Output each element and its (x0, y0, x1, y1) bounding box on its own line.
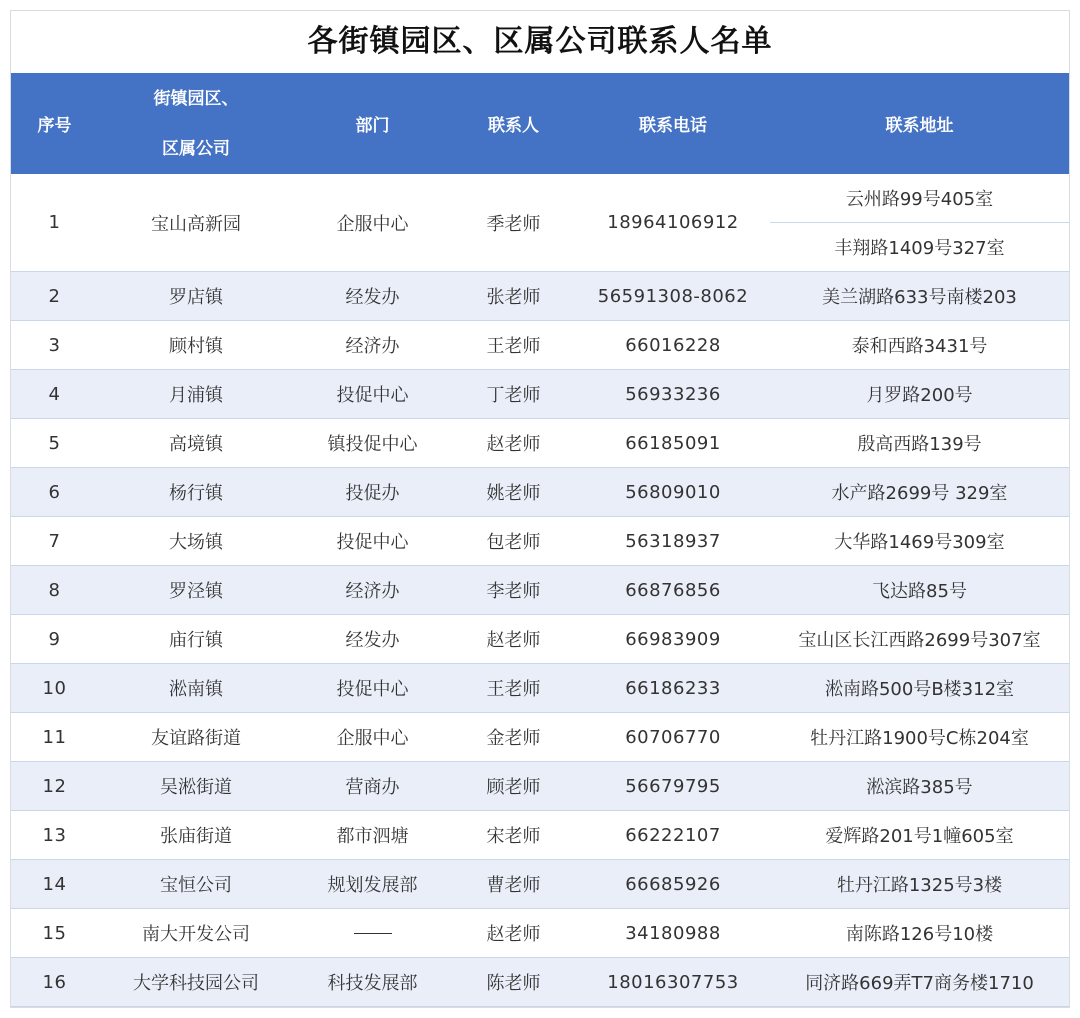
table-row (11, 713, 1069, 762)
cell-district: 大学科技园公司 (98, 958, 294, 1007)
cell-department: 经济办 (294, 321, 451, 370)
cell-index: 13 (11, 811, 98, 860)
empty-dash (354, 933, 392, 934)
table-row (11, 517, 1069, 566)
cell-phone: 18016307753 (576, 958, 770, 1007)
cell-phone: 66222107 (576, 811, 770, 860)
cell-address: 牡丹江路1900号C栋204室 (770, 713, 1069, 762)
cell-contact: 金老师 (451, 713, 576, 762)
cell-phone: 56933236 (576, 370, 770, 419)
cell-department: 经发办 (294, 615, 451, 664)
cell-address: 殷高西路139号 (770, 419, 1069, 468)
cell-contact: 张老师 (451, 272, 576, 321)
table-row (11, 370, 1069, 419)
cell-contact: 季老师 (451, 174, 576, 272)
cell-address: 同济路669弄T7商务楼1710 (770, 958, 1069, 1007)
header-district-line1: 街镇园区、 (153, 88, 239, 109)
cell-index: 2 (11, 272, 98, 321)
cell-address: 水产路2699号 329室 (770, 468, 1069, 517)
cell-index: 14 (11, 860, 98, 909)
cell-department (294, 909, 451, 958)
cell-phone: 56591308-8062 (576, 272, 770, 321)
cell-district: 张庙街道 (98, 811, 294, 860)
cell-phone: 34180988 (576, 909, 770, 958)
document-title: 各街镇园区、区属公司联系人名单 (307, 24, 773, 59)
cell-department: 企服中心 (294, 174, 451, 272)
cell-contact: 曹老师 (451, 860, 576, 909)
cell-district: 罗泾镇 (98, 566, 294, 615)
header-row (11, 73, 1069, 174)
cell-phone: 56318937 (576, 517, 770, 566)
cell-phone: 66876856 (576, 566, 770, 615)
cell-district: 宝恒公司 (98, 860, 294, 909)
header-index: 序号 (11, 73, 98, 174)
cell-contact: 李老师 (451, 566, 576, 615)
cell-address: 大华路1469号309室 (770, 517, 1069, 566)
table-row (11, 958, 1069, 1007)
cell-contact: 丁老师 (451, 370, 576, 419)
table-row (11, 321, 1069, 370)
header-contact: 联系人 (451, 73, 576, 174)
cell-phone: 66983909 (576, 615, 770, 664)
cell-contact: 姚老师 (451, 468, 576, 517)
header-district (98, 73, 294, 174)
cell-address: 丰翔路1409号327室 (770, 223, 1069, 272)
cell-department: 投促中心 (294, 664, 451, 713)
cell-index: 3 (11, 321, 98, 370)
table-row (11, 860, 1069, 909)
cell-department: 投促办 (294, 468, 451, 517)
table-row (11, 811, 1069, 860)
cell-index: 16 (11, 958, 98, 1007)
cell-district: 庙行镇 (98, 615, 294, 664)
cell-district: 南大开发公司 (98, 909, 294, 958)
cell-district: 大场镇 (98, 517, 294, 566)
cell-index: 1 (11, 174, 98, 272)
cell-index: 12 (11, 762, 98, 811)
header-district-line2: 区属公司 (162, 138, 230, 159)
table-row (11, 909, 1069, 958)
cell-address: 云州路99号405室 (770, 174, 1069, 223)
table-row (11, 272, 1069, 321)
cell-department: 企服中心 (294, 713, 451, 762)
cell-address: 牡丹江路1325号3楼 (770, 860, 1069, 909)
cell-contact: 赵老师 (451, 615, 576, 664)
cell-index: 6 (11, 468, 98, 517)
cell-index: 15 (11, 909, 98, 958)
cell-phone: 66016228 (576, 321, 770, 370)
cell-phone: 18964106912 (576, 174, 770, 272)
header-department: 部门 (294, 73, 451, 174)
cell-department: 经济办 (294, 566, 451, 615)
contact-list-sheet (10, 10, 1070, 1008)
cell-district: 高境镇 (98, 419, 294, 468)
table-body (11, 174, 1069, 1007)
cell-index: 4 (11, 370, 98, 419)
cell-contact: 赵老师 (451, 419, 576, 468)
cell-contact: 王老师 (451, 321, 576, 370)
cell-contact: 顾老师 (451, 762, 576, 811)
cell-district: 淞南镇 (98, 664, 294, 713)
table-row (11, 468, 1069, 517)
cell-department: 投促中心 (294, 370, 451, 419)
cell-contact: 陈老师 (451, 958, 576, 1007)
cell-department: 科技发展部 (294, 958, 451, 1007)
table-row (11, 762, 1069, 811)
cell-address: 宝山区长江西路2699号307室 (770, 615, 1069, 664)
cell-department: 经发办 (294, 272, 451, 321)
cell-index: 5 (11, 419, 98, 468)
cell-department: 都市泗塘 (294, 811, 451, 860)
cell-contact: 包老师 (451, 517, 576, 566)
contact-table (11, 73, 1069, 1007)
cell-address: 淞滨路385号 (770, 762, 1069, 811)
table-row (11, 664, 1069, 713)
cell-phone: 66186233 (576, 664, 770, 713)
cell-index: 7 (11, 517, 98, 566)
cell-index: 9 (11, 615, 98, 664)
cell-district: 罗店镇 (98, 272, 294, 321)
cell-address: 爱辉路201号1幢605室 (770, 811, 1069, 860)
cell-district: 友谊路街道 (98, 713, 294, 762)
cell-district: 杨行镇 (98, 468, 294, 517)
cell-district: 顾村镇 (98, 321, 294, 370)
cell-phone: 56809010 (576, 468, 770, 517)
cell-contact: 赵老师 (451, 909, 576, 958)
cell-address: 淞南路500号B楼312室 (770, 664, 1069, 713)
table-row (11, 615, 1069, 664)
header-phone: 联系电话 (576, 73, 770, 174)
table-header (11, 73, 1069, 174)
cell-district: 宝山高新园 (98, 174, 294, 272)
cell-phone: 66185091 (576, 419, 770, 468)
cell-address: 南陈路126号10楼 (770, 909, 1069, 958)
cell-phone: 60706770 (576, 713, 770, 762)
cell-district: 吴淞街道 (98, 762, 294, 811)
header-address: 联系地址 (770, 73, 1069, 174)
cell-address: 泰和西路3431号 (770, 321, 1069, 370)
cell-department: 规划发展部 (294, 860, 451, 909)
cell-department: 投促中心 (294, 517, 451, 566)
cell-phone: 66685926 (576, 860, 770, 909)
cell-address: 美兰湖路633号南楼203 (770, 272, 1069, 321)
cell-index: 10 (11, 664, 98, 713)
cell-department: 营商办 (294, 762, 451, 811)
cell-contact: 宋老师 (451, 811, 576, 860)
cell-phone: 56679795 (576, 762, 770, 811)
cell-district: 月浦镇 (98, 370, 294, 419)
cell-address: 飞达路85号 (770, 566, 1069, 615)
cell-contact: 王老师 (451, 664, 576, 713)
cell-address: 月罗路200号 (770, 370, 1069, 419)
cell-index: 11 (11, 713, 98, 762)
cell-index: 8 (11, 566, 98, 615)
table-row (11, 419, 1069, 468)
table-row (11, 174, 1069, 223)
table-row (11, 566, 1069, 615)
cell-department: 镇投促中心 (294, 419, 451, 468)
